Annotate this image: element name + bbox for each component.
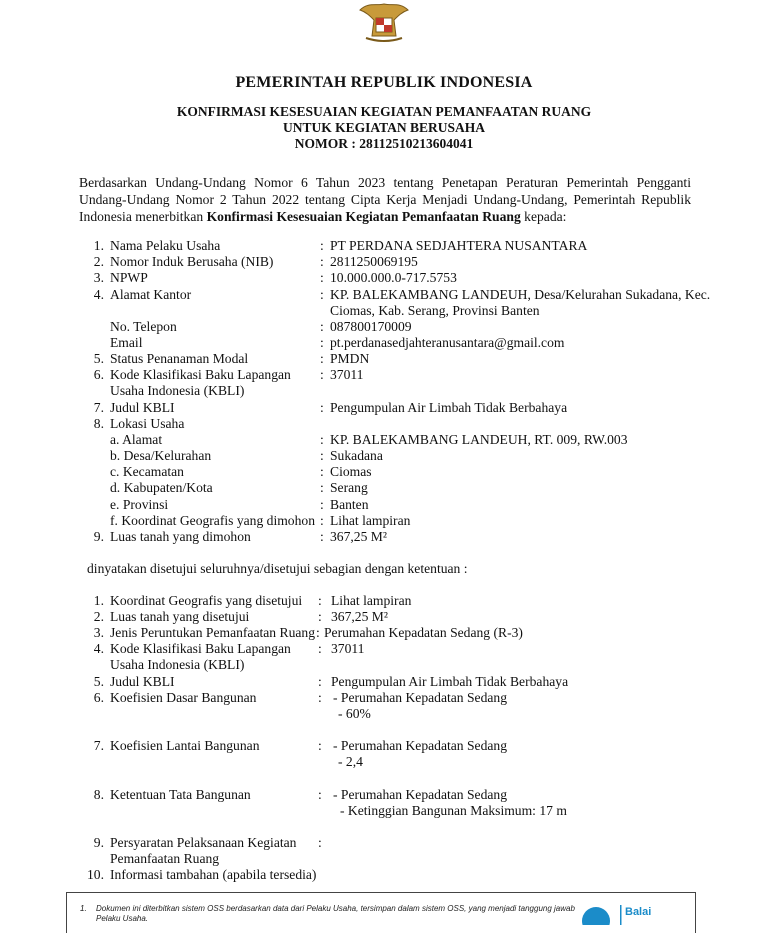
row-separator: : — [320, 238, 324, 253]
row-number: 3. — [93, 625, 104, 640]
row-value: - 60% — [338, 706, 371, 721]
row-value: - Ketinggian Bangunan Maksimum: 17 m — [340, 803, 567, 818]
row-value: 367,25 M² — [330, 529, 387, 544]
row-label: Luas tanah yang disetujui — [110, 609, 250, 624]
row-value: pt.perdanasedjahteranusantara@gmail.com — [330, 335, 565, 350]
row-separator: : — [320, 367, 324, 382]
row-label: Email — [110, 335, 143, 350]
intro-text: Berdasarkan Undang-Undang Nomor 6 Tahun 2023 tentang Penetapan Peraturan Pemerintah Pengganti Undang-Undang Nomor 2 Tahun 2022 tentang Cipta Kerja Menjadi Undang-Undang, Pemerintah Republik Indonesia menerbitkan — [79, 175, 691, 224]
intro-tail: kepada: — [520, 209, 567, 224]
row-value: Serang — [330, 480, 368, 495]
row-number: 10. — [87, 867, 104, 882]
row-label: Informasi tambahan (apabila tersedia) — [110, 867, 317, 882]
row-value: - 2,4 — [338, 754, 363, 769]
row-value: 367,25 M² — [331, 609, 388, 624]
row-number: 7. — [93, 400, 104, 415]
row-separator: : — [316, 625, 320, 640]
row-label: Koefisien Dasar Bangunan — [110, 690, 257, 705]
garuda-emblem-icon — [354, 0, 414, 42]
row-separator: : — [318, 641, 322, 656]
row-label: Jenis Peruntukan Pemanfaatan Ruang — [110, 625, 315, 640]
row-label: No. Telepon — [110, 319, 177, 334]
row-separator: : — [320, 335, 324, 350]
row-separator: : — [318, 609, 322, 624]
row-label: Luas tanah yang dimohon — [110, 529, 251, 544]
row-value: Ciomas — [330, 464, 372, 479]
row-label: Kode Klasifikasi Baku Lapangan — [110, 367, 291, 382]
row-number: 6. — [93, 367, 104, 382]
document-number: NOMOR : 28112510213604041 — [294, 136, 474, 151]
row-value: Pengumpulan Air Limbah Tidak Berbahaya — [330, 400, 568, 415]
row-separator: : — [320, 432, 324, 447]
row-value: 087800170009 — [330, 319, 412, 334]
document-heading — [0, 104, 768, 152]
row-separator: : — [318, 835, 322, 850]
row-value: 37011 — [331, 641, 365, 656]
approval-statement: dinyatakan disetujui seluruhnya/disetujui sebagian dengan ketentuan : — [87, 561, 468, 576]
row-value: 2811250069195 — [330, 254, 418, 269]
row-label: NPWP — [110, 270, 148, 285]
row-separator: : — [320, 254, 324, 269]
row-separator: : — [318, 738, 322, 753]
row-label: Lokasi Usaha — [110, 416, 185, 431]
row-separator: : — [320, 497, 324, 512]
row-separator: : — [320, 270, 324, 285]
row-label: Kode Klasifikasi Baku Lapangan — [110, 641, 291, 656]
row-number: 5. — [93, 351, 104, 366]
row-separator: : — [318, 593, 322, 608]
row-number: 2. — [93, 254, 104, 269]
row-number: 1. — [93, 593, 104, 608]
row-label: Status Penanaman Modal — [110, 351, 249, 366]
row-number: 4. — [93, 287, 104, 302]
row-separator: : — [320, 513, 324, 528]
row-separator: : — [320, 319, 324, 334]
row-number: 9. — [93, 835, 104, 850]
intro-paragraph — [79, 174, 691, 225]
document-title-line-1: KONFIRMASI KESESUAIAN KEGIATAN PEMANFAATAN RUANG — [176, 104, 592, 119]
row-number: 6. — [93, 690, 104, 705]
row-label: Usaha Indonesia (KBLI) — [110, 383, 245, 398]
row-separator: : — [318, 690, 322, 705]
row-value: Sukadana — [330, 448, 383, 463]
row-separator: : — [318, 787, 322, 802]
logo-text: Balai — [625, 906, 652, 918]
row-number: 5. — [93, 674, 104, 689]
footnote-number: 1. — [80, 904, 87, 913]
row-label: Alamat Kantor — [110, 287, 192, 302]
row-value: 37011 — [330, 367, 364, 382]
row-label: c. Kecamatan — [110, 464, 184, 479]
row-number: 7. — [93, 738, 104, 753]
document-title-line-2: UNTUK KEGIATAN BERUSAHA — [282, 120, 486, 135]
row-value: Perumahan Kepadatan Sedang (R-3) — [324, 625, 523, 640]
row-label: d. Kabupaten/Kota — [110, 480, 213, 495]
row-number: 4. — [93, 641, 104, 656]
row-separator: : — [318, 674, 322, 689]
row-value: Banten — [330, 497, 369, 512]
row-value: Pengumpulan Air Limbah Tidak Berbahaya — [331, 674, 569, 689]
row-label: Nama Pelaku Usaha — [110, 238, 221, 253]
row-label: Persyaratan Pelaksanaan Kegiatan — [110, 835, 297, 850]
row-value: KP. BALEKAMBANG LANDEUH, Desa/Kelurahan Sukadana, Kec. — [330, 287, 711, 302]
row-value: PT PERDANA SEDJAHTERA NUSANTARA — [330, 238, 588, 253]
row-separator: : — [320, 448, 324, 463]
row-number: 8. — [93, 787, 104, 802]
government-title: PEMERINTAH REPUBLIK INDONESIA — [235, 74, 533, 91]
row-label: Pemanfaatan Ruang — [110, 851, 220, 866]
row-value: - Perumahan Kepadatan Sedang — [333, 787, 508, 802]
row-value: Ciomas, Kab. Serang, Provinsi Banten — [330, 303, 540, 318]
intro-bold-text: Konfirmasi Kesesuaian Kegiatan Pemanfaatan Ruang — [206, 209, 521, 224]
row-label: Usaha Indonesia (KBLI) — [110, 657, 245, 672]
row-label: b. Desa/Kelurahan — [110, 448, 212, 463]
row-value: PMDN — [330, 351, 370, 366]
row-number: 9. — [93, 529, 104, 544]
row-separator: : — [320, 464, 324, 479]
row-value: - Perumahan Kepadatan Sedang — [333, 738, 508, 753]
row-number: 3. — [93, 270, 104, 285]
row-label: Judul KBLI — [110, 674, 175, 689]
row-value: KP. BALEKAMBANG LANDEUH, RT. 009, RW.003 — [330, 432, 628, 447]
row-label: Nomor Induk Berusaha (NIB) — [110, 254, 274, 269]
row-label: Judul KBLI — [110, 400, 175, 415]
row-label: f. Koordinat Geografis yang dimohon — [110, 513, 315, 528]
row-label: e. Provinsi — [110, 497, 169, 512]
row-number: 8. — [93, 416, 104, 431]
row-label: Koordinat Geografis yang disetujui — [110, 593, 303, 608]
row-separator: : — [320, 287, 324, 302]
row-value: 10.000.000.0-717.5753 — [330, 270, 457, 285]
row-label: Koefisien Lantai Bangunan — [110, 738, 260, 753]
row-label: Ketentuan Tata Bangunan — [110, 787, 251, 802]
row-number: 2. — [93, 609, 104, 624]
row-separator: : — [320, 400, 324, 415]
row-separator: : — [320, 351, 324, 366]
row-value: - Perumahan Kepadatan Sedang — [333, 690, 508, 705]
row-separator: : — [320, 529, 324, 544]
row-separator: : — [320, 480, 324, 495]
footnote-text: Dokumen ini diterbitkan sistem OSS berdasarkan data dari Pelaku Usaha, tersimpan dalam sistem OSS, yang menjadi tanggung jawab Pelaku Usaha. — [96, 904, 575, 923]
row-value: Lihat lampiran — [331, 593, 412, 608]
row-label: a. Alamat — [110, 432, 163, 447]
row-number: 1. — [93, 238, 104, 253]
row-value: Lihat lampiran — [330, 513, 411, 528]
